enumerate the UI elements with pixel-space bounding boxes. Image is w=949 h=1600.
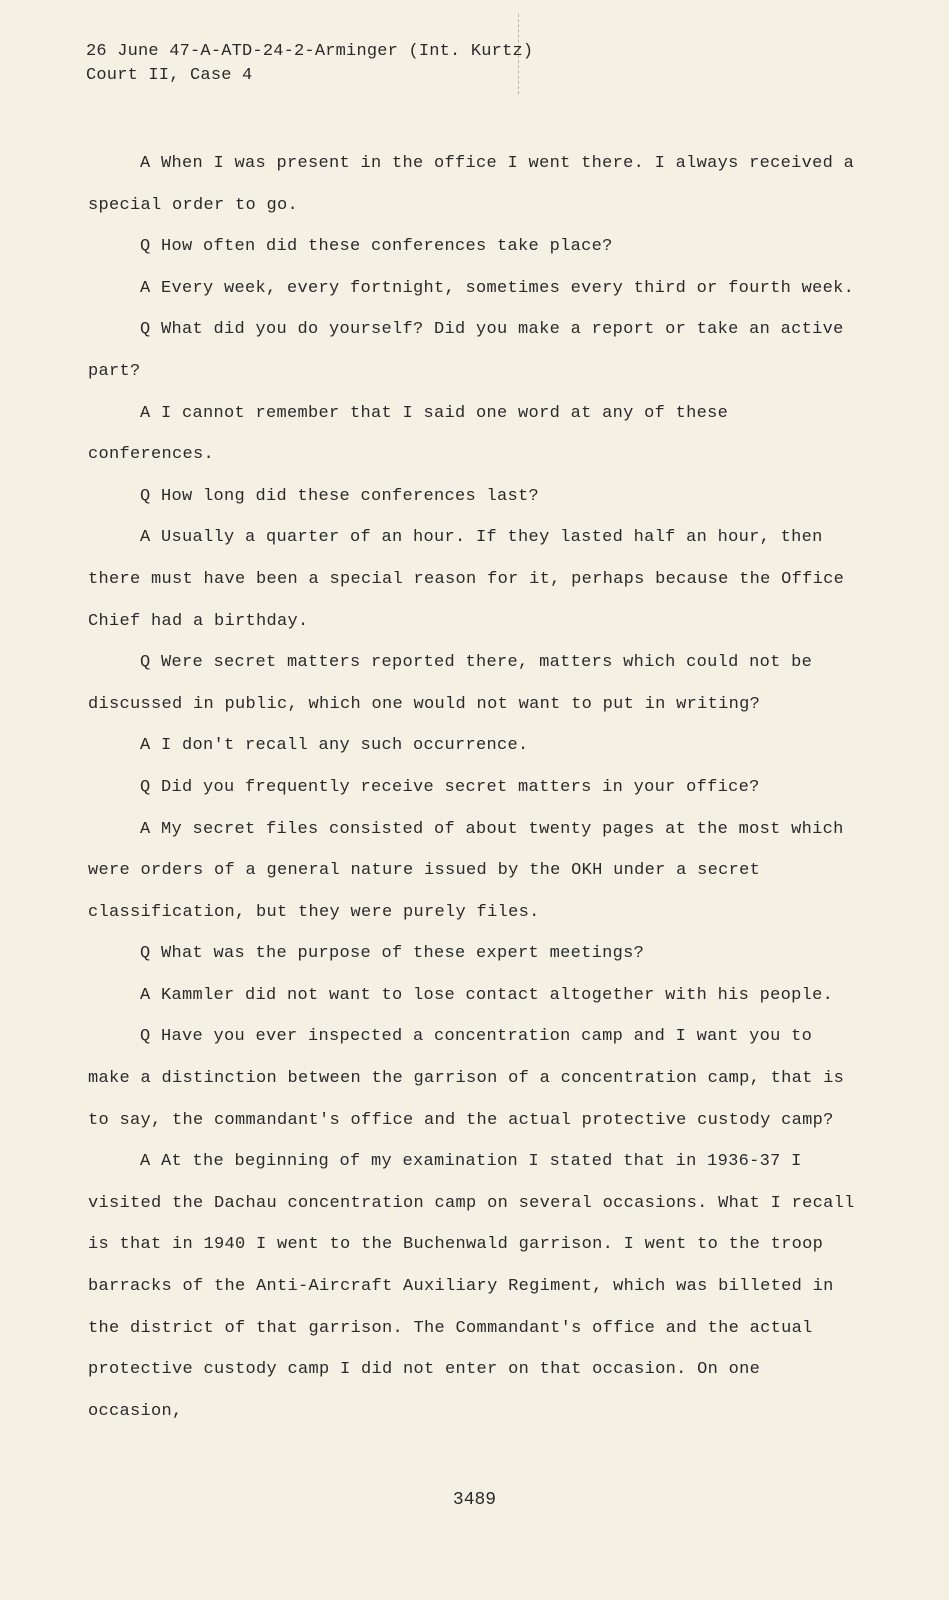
transcript-paragraph: Q Did you frequently receive secret matters in your office? — [140, 777, 760, 797]
transcript-paragraph: Q How often did these conferences take place? — [140, 237, 613, 257]
transcript-paragraph: Q Were secret matters reported there, matters which could not be discussed in public, which one would not want to put in writing? — [88, 653, 813, 714]
transcript-paragraph: A My secret files consisted of about twenty pages at the most which were orders of a general nature issued by the OKH under a secret classification, but they were purely files. — [88, 819, 844, 922]
header-line-2: Court II, Case 4 — [86, 66, 253, 85]
transcript-paragraph: A I cannot remember that I said one word at any of these conferences. — [88, 403, 729, 465]
transcript-paragraph: A Usually a quarter of an hour. If they lasted half an hour, then there must have been a special reason for it, perhaps because the Office Chief had a birthday. — [88, 528, 845, 631]
transcript-paragraph: A I don't recall any such occurrence. — [140, 736, 529, 756]
transcript-body — [88, 143, 858, 1432]
transcript-paragraph: A Every week, every fortnight, sometimes every third or fourth week. — [140, 278, 855, 298]
header-line-1: 26 June 47-A-ATD-24-2-Arminger (Int. Kurtz) — [86, 42, 534, 61]
transcript-paragraph: Q What was the purpose of these expert meetings? — [140, 944, 645, 964]
transcript-paragraph: Q How long did these conferences last? — [140, 486, 540, 506]
transcript-paragraph: A At the beginning of my examination I stated that in 1936-37 I visited the Dachau concentration camp on several occasions. What I recall is that in 1940 I went to the Buchenwald garrison. I went to the troop barracks of the Anti-Aircraft Auxiliary Regiment, which was billeted in the district of that garrison. The Commandant's office and the actual protective custody camp I did not enter on that occasion. On one occasion, — [88, 1152, 855, 1421]
transcript-paragraph: A Kammler did not want to lose contact altogether with his people. — [140, 985, 834, 1005]
page-number: 3489 — [452, 1490, 497, 1510]
transcript-paragraph: A When I was present in the office I went there. I always received a special order to go. — [88, 154, 855, 215]
transcript-paragraph: Q Have you ever inspected a concentration camp and I want you to make a distinction between the garrison of a concentration camp, that is to say, the commandant's office and the actual protective custody camp? — [88, 1027, 845, 1130]
transcript-paragraph: Q What did you do yourself? Did you make a report or take an active part? — [88, 320, 844, 381]
document-header — [86, 40, 533, 88]
